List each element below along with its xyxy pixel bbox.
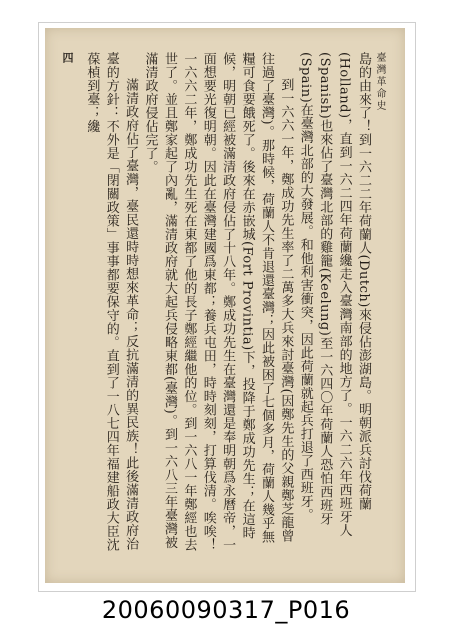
archive-id-caption: 20060090317_P016 [101,596,351,624]
paragraph-3: 滿清政府佔了臺灣，臺民還時時想來革命；反抗滿清的異民族！此後滿清政府治臺的方針：不外是「閉關政策」事事都要保守的。直到了一八七四年福建船政大臣沈葆楨到臺；纔 [84,52,139,552]
running-header-title: 臺灣革命史 [374,52,385,112]
body-text [53,52,373,552]
book-page [45,28,405,583]
paragraph-2: 到一六六一年，鄭成功先生率了二萬多大兵來討臺灣(因鄭先生的父親鄭芝龍曾往過了臺灣)。那時候，荷蘭人不肯退還臺灣；因此被困了七個多月，荷蘭人幾乎無糧可食要餓死了。後來在赤嵌城(Fort Provintia)下，投降于鄭成功先生；在這時候，明朝已經被滿清政府侵佔了十八年。鄭成功先生在臺灣還是奉明朝爲永曆帝，一面想要光復明朝。因此在臺灣建國爲東都；養兵屯田，時時刻刻，打算伐清。唉唉！一六六二年，鄭成功先生死在東都了他的長子鄭經繼他的位。到一六八一年鄭經也去世了。並且鄭家起了內亂，滿清政府就大起兵侵略東都(臺灣)。到一六八三年臺灣被滿清政府侵佔完了。 [142,52,294,552]
paragraph-1: 島的由來了！到一六二二年荷蘭人(Dutch)來侵佔澎湖島。明朝派兵討伐荷蘭(Holland)，直到一六二四年荷蘭纔走入臺灣南部的地方了。一六二六年西班牙人(Spanish)也來佔了臺灣北部的雞籠(Keelung)至一六四〇年荷蘭人恐怕西班牙(Spain)在臺灣北部的大發展。和他利害衝突，因此荷蘭就起兵打退了西班牙。 [297,52,371,538]
page-number: 四 [61,52,74,63]
